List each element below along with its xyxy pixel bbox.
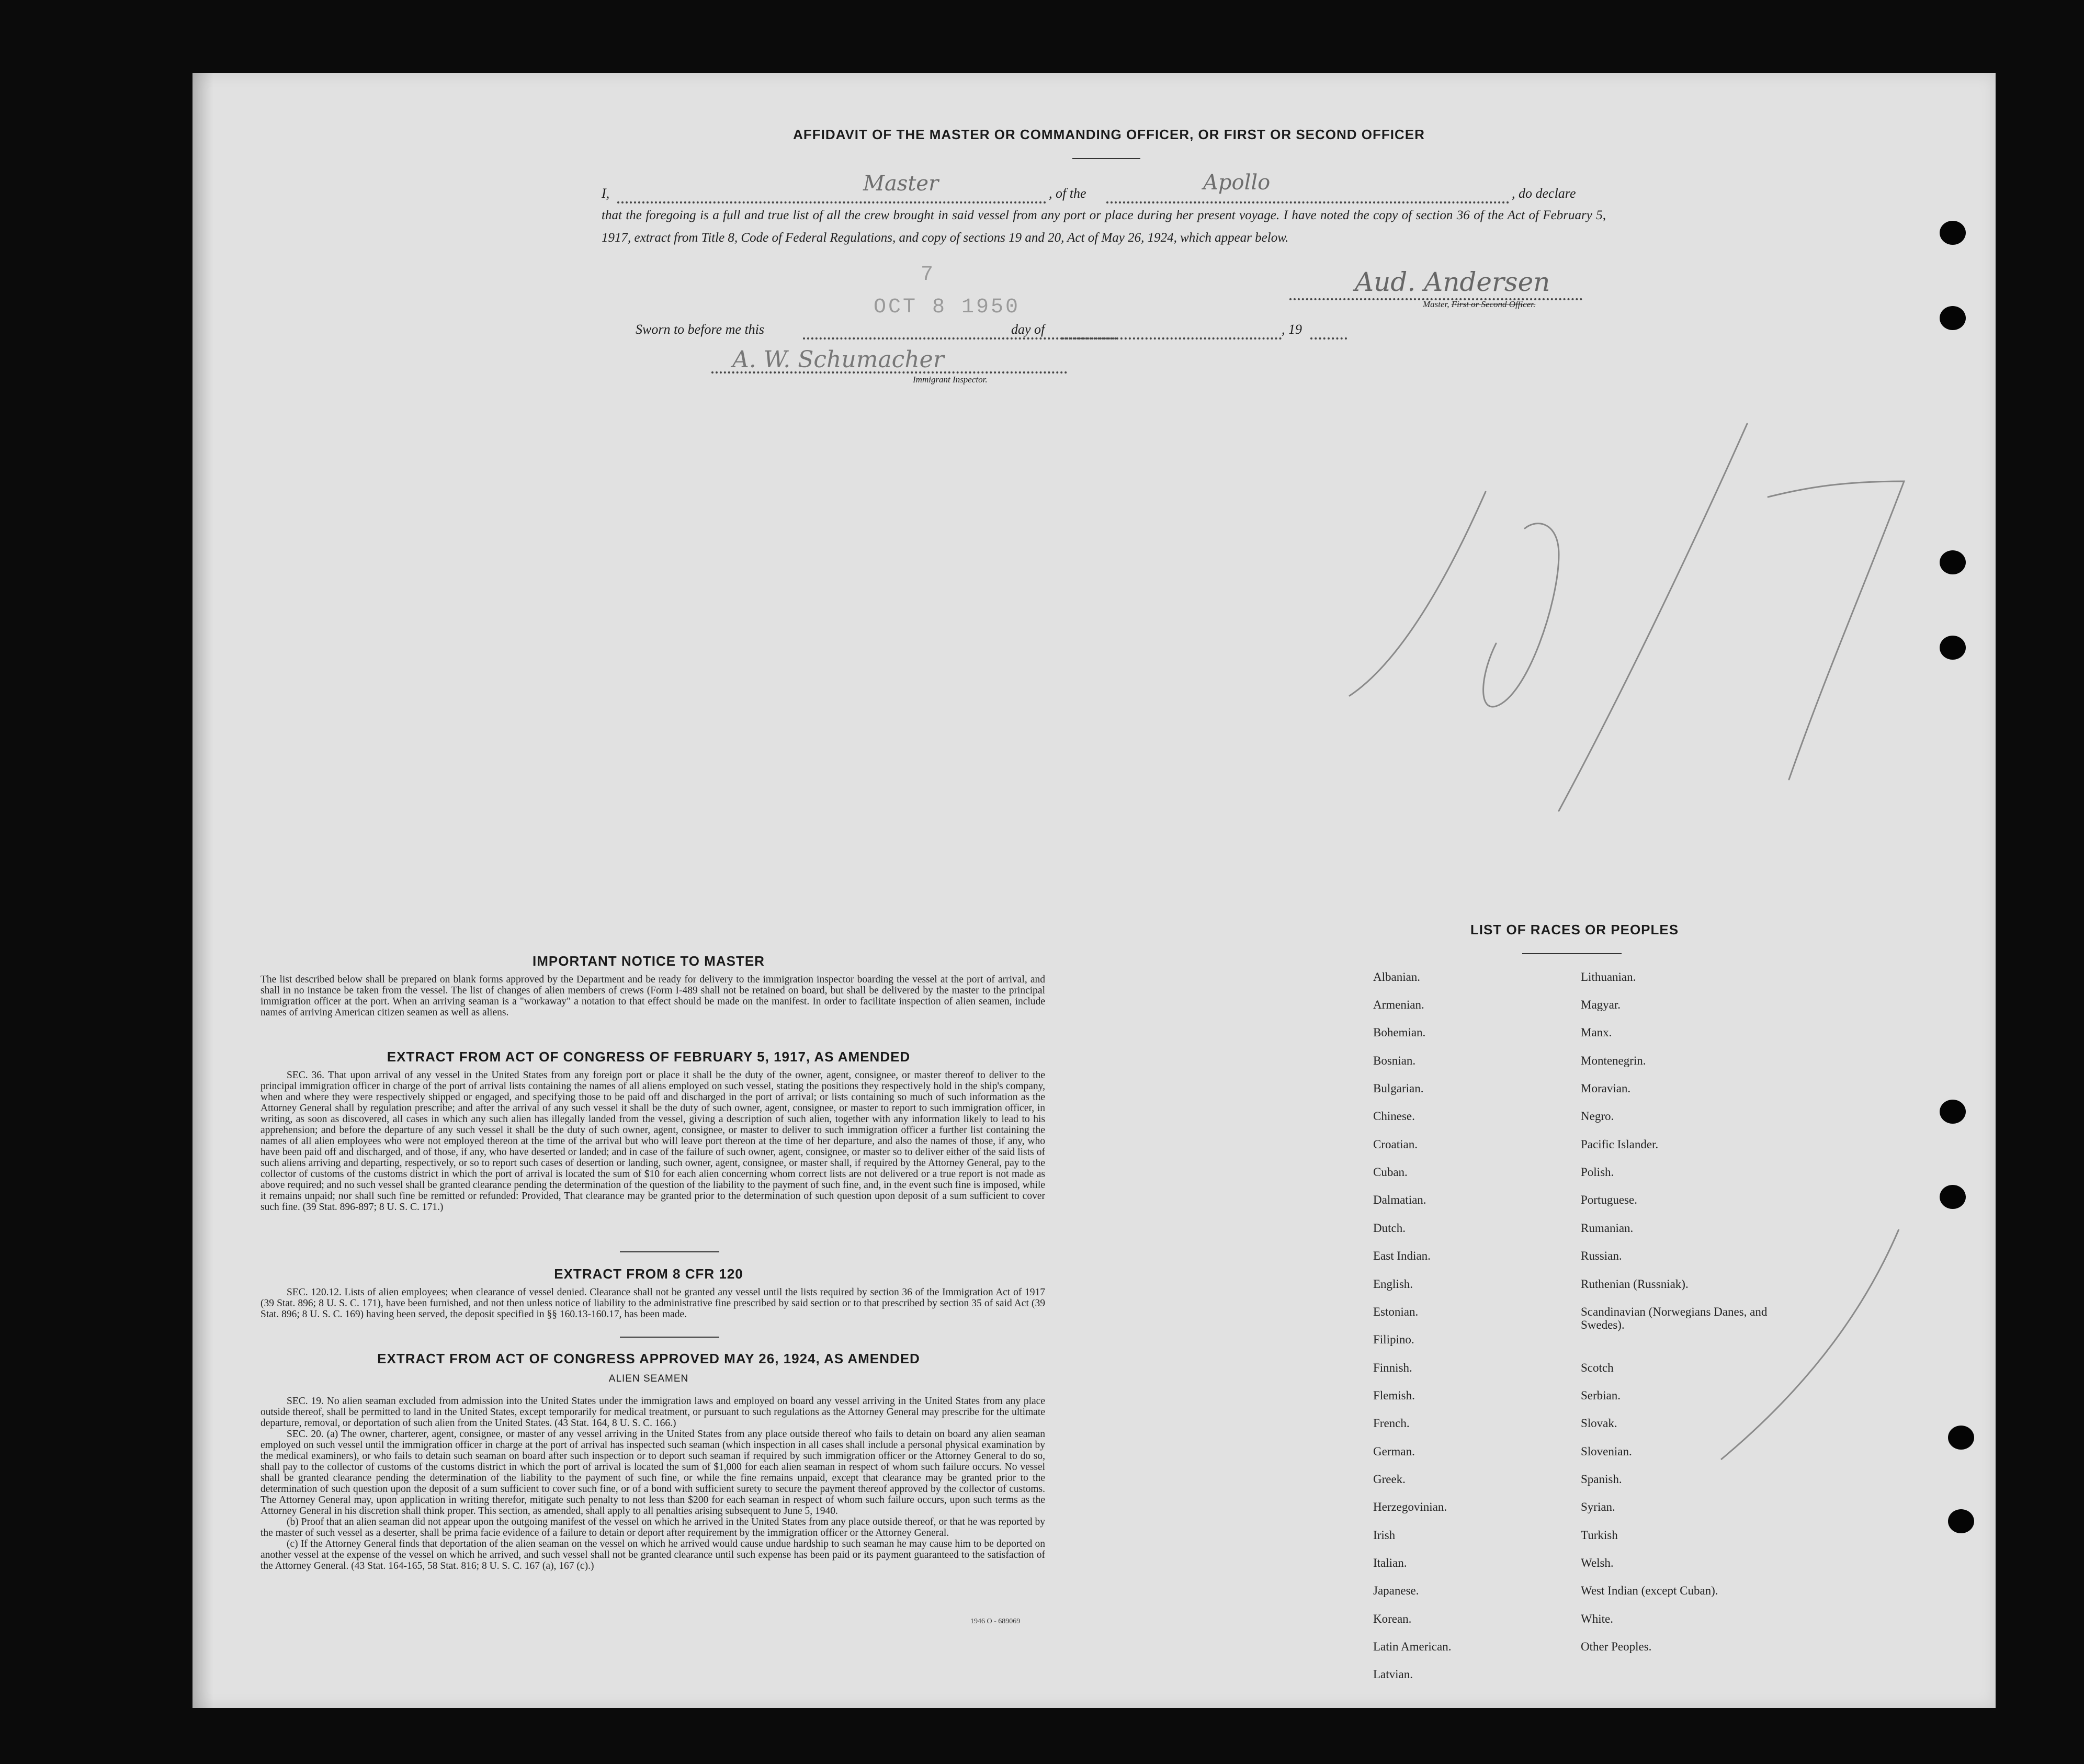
races-title-underline: [1522, 953, 1622, 954]
signature-caption: [1423, 299, 1535, 310]
sec-19-text: SEC. 19. No alien seaman excluded from admission into the United States under the immigration laws and employed on board any vessel arriving in the United States from any place outside thereof, shall be permitted to land in the United States, except temporarily for medical treatment, or pursuant to such regulations as the Attorney General may prescribe for the ultimate departure, removal, or deportation of such alien from the United States. (43 Stat. 164, 8 U. S. C. 166.): [260, 1396, 1045, 1429]
races-column-right: [1581, 970, 1811, 1666]
sworn-month-line: [1062, 337, 1282, 340]
race-item: Manx.: [1581, 1026, 1612, 1039]
race-item: Other Peoples.: [1581, 1640, 1652, 1653]
sec-20c-text: (c) If the Attorney General finds that deportation of the alien seaman on the vessel on which he arrived would cause undue hardship to such seaman he may cause him to be deported on another vessel at the expense of the vessel on which he arrived, and such vessel shall not be granted clearance until such expense has been paid or its payment guaranteed to the satisfaction of the Attorney General. (43 Stat. 164-165, 58 Stat. 816; 8 U. S. C. 167 (a), 167 (c).): [260, 1539, 1045, 1571]
punch-hole: [1940, 1100, 1966, 1124]
year-label: , 19: [1282, 322, 1302, 337]
race-item: Finnish.: [1373, 1361, 1412, 1374]
digit-1: [1350, 492, 1486, 696]
race-item: Syrian.: [1581, 1500, 1615, 1513]
inspector-caption: Immigrant Inspector.: [913, 375, 988, 385]
punch-hole: [1940, 221, 1966, 245]
race-item: Negro.: [1581, 1110, 1614, 1123]
race-item: French.: [1373, 1417, 1410, 1430]
race-item: Moravian.: [1581, 1082, 1631, 1095]
race-item: Polish.: [1581, 1166, 1614, 1179]
extract-1917-title: EXTRACT FROM ACT OF CONGRESS OF FEBRUARY 5, 1917, AS AMENDED: [387, 1049, 911, 1065]
day-of-label: day of: [1011, 322, 1045, 337]
race-item: Scotch: [1581, 1361, 1614, 1374]
page-edge-shadow: [192, 73, 213, 1708]
extract-1924-subtitle: ALIEN SEAMEN: [608, 1373, 689, 1384]
race-item: Welsh.: [1581, 1556, 1614, 1569]
race-item: Ruthenian (Russniak).: [1581, 1277, 1689, 1291]
race-item: Serbian.: [1581, 1389, 1621, 1402]
digit-0: [1483, 524, 1559, 707]
affidavit-line-1: [602, 186, 1606, 207]
affidavit-body: that the foregoing is a full and true list of all the crew brought in said vessel from any port or place during her present voyage. I have noted the copy of section 36 of the Act of February 5, 1917, extract from Title 8, Code of Federal Regulations, and copy of sections 19 and 20, Act of May 26, 1924, which appear below.: [602, 208, 1606, 245]
race-item: Korean.: [1373, 1612, 1412, 1625]
race-item: East Indian.: [1373, 1249, 1431, 1262]
vessel-name-line: [1106, 201, 1509, 203]
race-item: Latvian.: [1373, 1668, 1413, 1681]
race-item: Pacific Islander.: [1581, 1138, 1659, 1151]
race-item: West Indian (except Cuban).: [1581, 1584, 1718, 1597]
race-item: German.: [1373, 1445, 1415, 1458]
race-item: Armenian.: [1373, 998, 1424, 1011]
race-item: Albanian.: [1373, 970, 1421, 983]
race-item: Slovak.: [1581, 1417, 1617, 1430]
punch-hole: [1940, 550, 1966, 574]
master-signature: Aud. Andersen: [1355, 267, 1550, 297]
race-item: Scandinavian (Norwegians Danes, and Swedes).: [1581, 1305, 1768, 1331]
extract-cfr-text: SEC. 120.12. Lists of alien employees; when clearance of vessel denied. Clearance shall not be granted any vessel until the lists required by section 36 of the Immigration Act of 1917 (39 Stat. 896; 8 U. S. C. 171), have been furnished, and not then unless notice of liability to the administrative fine prescribed by said section or to that prescribed by section 35 of said Act (39 Stat. 896; 8 U. S. C. 169) having been served, the deposit specified in §§ 160.13-160.17, has been made.: [260, 1287, 1045, 1320]
section-divider: [620, 1337, 719, 1338]
i-label: I,: [602, 186, 610, 201]
section-divider: [620, 1251, 719, 1252]
extract-1924-body: [260, 1396, 1045, 1571]
master-handwritten: Master: [863, 172, 939, 196]
race-item: Cuban.: [1373, 1166, 1408, 1179]
race-item: Portuguese.: [1581, 1193, 1637, 1206]
declare-label: , do declare: [1512, 186, 1576, 201]
race-item: Montenegrin.: [1581, 1054, 1646, 1067]
race-item: Filipino.: [1373, 1333, 1414, 1346]
race-item: White.: [1581, 1612, 1613, 1625]
punch-hole: [1940, 1185, 1966, 1209]
race-item: Irish: [1373, 1529, 1396, 1542]
races-column-left: [1373, 970, 1572, 1692]
punch-hole: [1940, 636, 1966, 660]
race-item: Turkish: [1581, 1529, 1618, 1542]
race-item: Latin American.: [1373, 1640, 1452, 1653]
inspector-signature: A. W. Schumacher: [732, 346, 944, 373]
race-item: Magyar.: [1581, 998, 1621, 1011]
sworn-year-line: [1310, 337, 1347, 340]
margin-number-handwriting: [1339, 403, 1930, 915]
caption-struck-officer: First or Second Officer.: [1451, 299, 1536, 309]
race-item: Croatian.: [1373, 1138, 1418, 1151]
race-item: Bosnian.: [1373, 1054, 1416, 1067]
sec-20b-text: (b) Proof that an alien seaman did not appear upon the outgoing manifest of the vessel on which he arrived in the United States from any place outside thereof, or that he was reported by the master of such vessel as a deserter, shall be prima facie evidence of a failure to detain or deport after requirement by the immigration officer or the Attorney General.: [260, 1517, 1045, 1539]
race-item: Bulgarian.: [1373, 1082, 1424, 1095]
race-item: Spanish.: [1581, 1473, 1622, 1486]
vessel-handwritten: Apollo: [1203, 171, 1271, 195]
sworn-line: [636, 322, 1347, 343]
stamp-day: 7: [921, 263, 936, 287]
date-stamp: OCT 8 1950: [874, 296, 1021, 319]
race-item: Italian.: [1373, 1556, 1407, 1569]
caption-master: Master,: [1423, 299, 1449, 309]
race-item: Greek.: [1373, 1473, 1406, 1486]
notice-text: The list described below shall be prepared on blank forms approved by the Department and be ready for delivery to the immigration inspector boarding the vessel at the port of arrival, and shall in no instance be taken from the vessel. The list of changes of alien members of crews (Form I-489 shall not be retained on board, but shall be delivered by the master to the principal immigration officer at the port. When an arriving seaman is a "workaway" a notation to that effect should be made on the manifest. In order to facilitate inspection of alien seamen, include names of arriving American citizen seamen as well as aliens.: [260, 974, 1045, 1018]
print-code: 1946 O - 689069: [970, 1618, 1021, 1625]
races-title: LIST OF RACES OR PEOPLES: [1470, 922, 1679, 937]
race-item: Japanese.: [1373, 1584, 1419, 1597]
notice-title: IMPORTANT NOTICE TO MASTER: [533, 953, 765, 969]
race-item: Herzegovinian.: [1373, 1500, 1447, 1513]
race-item: Chinese.: [1373, 1110, 1415, 1123]
sworn-label: Sworn to before me this: [636, 322, 765, 337]
race-item: Russian.: [1581, 1249, 1622, 1262]
extract-cfr-title: EXTRACT FROM 8 CFR 120: [554, 1266, 743, 1282]
race-item: Dutch.: [1373, 1222, 1406, 1235]
sec-20a-text: SEC. 20. (a) The owner, charterer, agent, consignee, or master of any vessel arriving in the United States from any place outside thereof who fails to detain on board any alien seaman employed on such vessel until the immigration officer in charge at the port of arrival has inspected such seaman (which inspection in all cases shall include a personal physical examination by the medical examiners), or who fails to detain such seaman on board after such inspection or to deport such seaman if required by such immigration officer or the Attorney General to do so, shall pay to the collector of customs of the customs district in which the port of arrival is located the sum of $1,000 for each alien seaman in respect of whom such failure occurs. No vessel shall be granted clearance pending the determination of the liability to the payment of such fine, or while the fine remains unpaid, except that clearance may be granted prior to the determination of such question upon the deposit of a sum sufficient to cover such fine, or of a bond with sufficient surety to secure the payment thereof approved by the collector of customs. The Attorney General may, upon application in writing therefor, mitigate such penalty to not less than $200 for each seaman in respect of whom such failure occurs, upon such terms as the Attorney General in his discretion shall think proper. This section, as amended, shall apply to all penalties arising subsequent to June 5, 1940.: [260, 1429, 1045, 1517]
race-item: Estonian.: [1373, 1305, 1419, 1318]
race-item: Flemish.: [1373, 1389, 1415, 1402]
race-item: Bohemian.: [1373, 1026, 1426, 1039]
extract-1917-text: SEC. 36. That upon arrival of any vessel in the United States from any foreign port or place it shall be the duty of the owner, agent, consignee, or master thereof to deliver to the principal immigration officer in charge of the port of arrival lists containing the names of all aliens employed on such vessel, stating the positions they respectively hold in the ship's company, when and where they were respectively shipped or engaged, and specifying those to be paid off and discharged in the port of arrival; or lists containing so much of such information as the Attorney General shall by regulation prescribe; and after the arrival of any such vessel it shall be the duty of such owner, agent, consignee, or master to report to such immigration officer, in writing, as soon as discovered, all cases in which any such alien has illegally landed from the vessel, giving a description of such alien, together with any information likely to lead to his apprehension; and before the departure of any such vessel it shall be the duty of such owner, agent, consignee, or master to deliver to such immigration officer a further list containing the names of all alien employees who were not employed thereon at the time of the arrival but who will leave port thereon at the time of her departure, and also the names of those, if any, who have been paid off and discharged, and of those, if any, who have deserted or landed; and in case of the failure of such owner, agent, consignee, or master so to deliver either of the said lists of such aliens arriving and departing, respectively, or so to report such cases of desertion or landing, such owner, agent, consignee, or master shall, if required by the Attorney General, pay to the collector of customs of the customs district in which the port of arrival is located the sum of $10 for each alien concerning whom correct lists are not delivered or a true report is not made as above required; and no such vessel shall be granted clearance pending the determination of the question of the liability to the payment of such fine, and, in the event such fine is imposed, while it remains unpaid; nor shall such fine be remitted or refunded: Provided, That clearance may be granted prior to the determination of such question upon deposit of a sum sufficient to cover such fine. (39 Stat. 896-897; 8 U. S. C. 171.): [260, 1070, 1045, 1213]
race-item: Rumanian.: [1581, 1222, 1634, 1235]
punch-hole: [1940, 306, 1966, 330]
master-name-line: [617, 201, 1046, 203]
extract-1924-title: EXTRACT FROM ACT OF CONGRESS APPROVED MAY 26, 1924, AS AMENDED: [377, 1351, 920, 1366]
digit-7: [1768, 481, 1904, 779]
race-item: Dalmatian.: [1373, 1193, 1426, 1206]
affidavit-title: AFFIDAVIT OF THE MASTER OR COMMANDING OFFICER, OR FIRST OR SECOND OFFICER: [793, 127, 1425, 142]
punch-hole: [1948, 1426, 1974, 1450]
digit-1: [1559, 424, 1747, 811]
race-item: English.: [1373, 1277, 1413, 1291]
race-item: Slovenian.: [1581, 1445, 1632, 1458]
title-underline: [1072, 158, 1140, 159]
of-the-label: , of the: [1049, 186, 1086, 201]
race-item: Lithuanian.: [1581, 970, 1636, 983]
punch-hole: [1948, 1509, 1974, 1533]
